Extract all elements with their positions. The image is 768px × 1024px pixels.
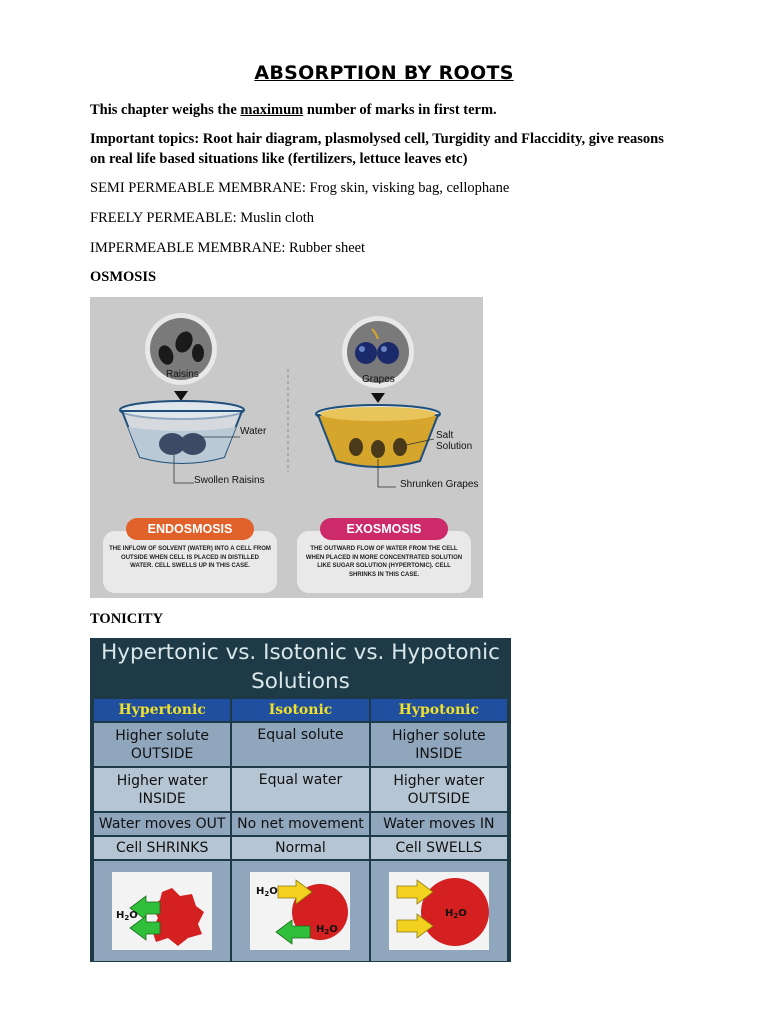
impermeable-line: IMPERMEABLE MEMBRANE: Rubber sheet	[90, 240, 366, 256]
hypertonic-cell-image	[93, 860, 231, 962]
header-hypotonic: Hypotonic	[370, 698, 508, 722]
grapes-label: Grapes	[362, 374, 395, 385]
table-row	[93, 722, 508, 767]
table-cell: Normal	[231, 836, 369, 860]
document-title: ABSORPTION BY ROOTS	[254, 62, 514, 84]
table-cell: Cell SHRINKS	[93, 836, 231, 860]
svg-text:H2O: $H_2O$	[444, 908, 467, 920]
swollen-raisins-label: Swollen Raisins	[194, 475, 265, 486]
raisins-label: Raisins	[166, 369, 199, 380]
exosmosis-card	[297, 531, 471, 593]
table-cell: Higher water INSIDE	[93, 767, 231, 812]
hypotonic-cell-image	[370, 860, 508, 962]
endosmosis-card	[103, 531, 277, 593]
table-cell: Higher water OUTSIDE	[370, 767, 508, 812]
table-cell: Higher solute INSIDE	[370, 722, 508, 767]
table-row	[93, 812, 508, 836]
intro-emphasis: maximum	[240, 102, 304, 118]
grapes-icon	[342, 316, 414, 403]
svg-text:H2O: $H_2O$	[316, 924, 339, 936]
semi-permeable-line: SEMI PERMEABLE MEMBRANE: Frog skin, visking bag, cellophane	[90, 180, 510, 196]
intro-post: number of marks in first term.	[303, 102, 497, 118]
table-cell: Higher solute OUTSIDE	[93, 722, 231, 767]
table-cell: Equal water	[231, 767, 369, 812]
tonicity-figure	[90, 638, 511, 962]
table-row	[93, 836, 508, 860]
normal-cell-icon	[250, 872, 350, 950]
svg-text:H2O: $H_2O$	[256, 886, 279, 898]
water-label: Water	[240, 426, 267, 437]
salt-solution-label: Salt Solution	[436, 430, 473, 452]
table-cell: No net movement	[231, 812, 369, 836]
tonicity-heading: TONICITY	[90, 611, 164, 627]
raisins-icon	[145, 313, 217, 401]
exosmosis-description: THE OUTWARD FLOW OF WATER FROM THE CELL WHEN PLACED IN MORE CONCENTRATED SOLUTION LIKE SUGAR SOLUTION (HYPERTONIC). CELL SHRINKS IN THIS CASE.	[305, 546, 463, 578]
exosmosis-badge: EXOSMOSIS	[320, 518, 448, 540]
shrunken-grapes-label: Shrunken Grapes	[400, 479, 479, 490]
table-cell: Cell SWELLS	[370, 836, 508, 860]
shrunken-cell-icon	[112, 872, 212, 950]
osmosis-figure	[90, 297, 483, 598]
water-bowl-icon	[120, 401, 244, 483]
important-topics: Important topics: Root hair diagram, plasmolysed cell, Turgidity and Flaccidity, give reasons on real life based situations like (fertilizers, lettuce leaves etc)	[90, 131, 664, 167]
freely-permeable-line: FREELY PERMEABLE: Muslin cloth	[90, 210, 314, 226]
tonicity-table	[92, 697, 509, 962]
endosmosis-badge: ENDOSMOSIS	[126, 518, 254, 540]
isotonic-cell-image	[231, 860, 369, 962]
intro-paragraph	[90, 100, 670, 120]
header-isotonic: Isotonic	[231, 698, 369, 722]
osmosis-heading: OSMOSIS	[90, 269, 157, 285]
salt-solution-bowl-icon	[316, 405, 440, 487]
intro-pre: This chapter weighs the	[90, 102, 241, 118]
endosmosis-description: THE INFLOW OF SOLVENT (WATER) INTO A CELL FROM OUTSIDE WHEN CELL IS PLACED IN DISTILLED WATER. CELL SWELLS UP IN THIS CASE.	[109, 546, 271, 569]
header-hypertonic: Hypertonic	[93, 698, 231, 722]
table-cell: Water moves OUT	[93, 812, 231, 836]
table-cell: Water moves IN	[370, 812, 508, 836]
table-header-row	[93, 698, 508, 722]
table-row	[93, 767, 508, 812]
table-cell: Equal solute	[231, 722, 369, 767]
tonicity-title: Hypertonic vs. Isotonic vs. Hypotonic Solutions	[101, 640, 500, 694]
table-row	[93, 860, 508, 962]
h2o-label: $H_2O$	[116, 910, 138, 922]
swollen-cell-icon	[389, 872, 489, 950]
